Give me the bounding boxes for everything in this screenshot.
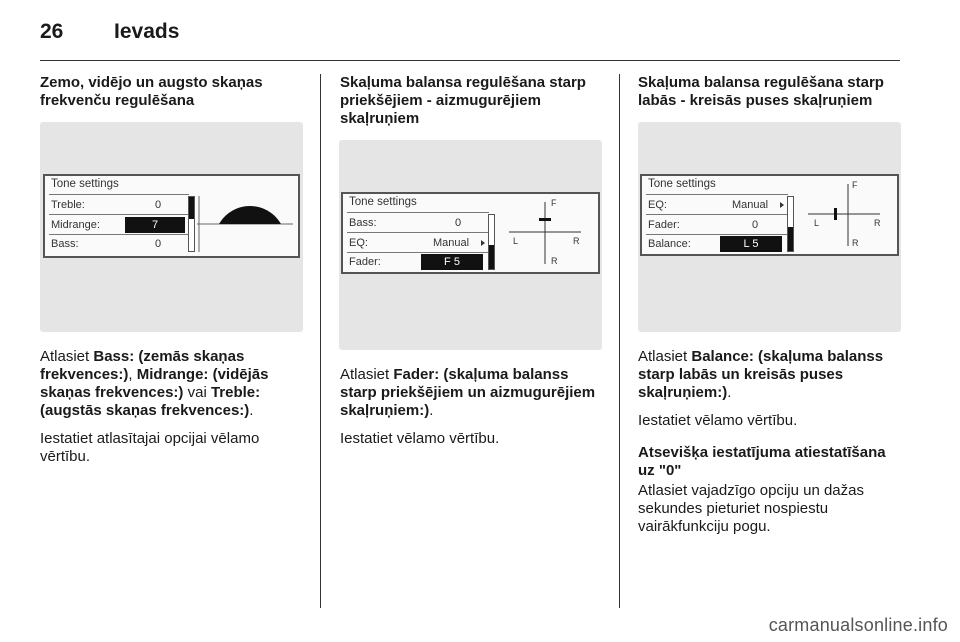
row-value: Manual <box>432 237 470 249</box>
axis-label-left: L <box>513 236 519 246</box>
instruction: Atlasiet Balance: (skaļuma balanss starp labās un kreisās puses skaļruņiem:). <box>638 348 884 401</box>
instruction: Iestatiet vēlamo vērtību. <box>340 430 500 447</box>
row-value: 0 <box>454 217 462 229</box>
section-title: Ievads <box>114 20 180 43</box>
row-value-selected: L 5 <box>720 236 782 252</box>
separator <box>49 234 189 235</box>
page-number: 26 <box>40 20 64 43</box>
scroll-thumb <box>189 197 194 219</box>
tone-settings-panel <box>341 192 600 274</box>
column-divider <box>320 74 321 608</box>
column-divider <box>619 74 620 608</box>
row-value-selected: F 5 <box>421 254 483 270</box>
tone-settings-panel <box>640 174 899 256</box>
separator <box>646 214 788 215</box>
scroll-thumb <box>489 245 494 269</box>
row-label: Treble: <box>51 199 85 211</box>
axis-label-front: F <box>551 198 557 208</box>
balance-crosshair-graphic <box>808 180 892 248</box>
column-tone-bands <box>40 74 306 110</box>
row-value: 0 <box>751 219 759 231</box>
row-label: Balance: <box>648 238 691 250</box>
column-tone-bands-text <box>40 348 306 466</box>
row-label: Bass: <box>51 238 79 250</box>
separator <box>347 212 489 213</box>
instruction: Atlasiet Fader: (skaļuma balanss starp priekšējiem un aizmugurējiem skaļruņiem:). <box>340 366 596 419</box>
subsection-heading: Zemo, vidējo un augsto skaņas frekvenču regulēšana <box>40 74 263 109</box>
row-label: EQ: <box>349 237 368 249</box>
instruction: Iestatiet vēlamo vērtību. <box>638 412 798 429</box>
column-balance-text <box>638 348 904 536</box>
arrow-right-icon <box>481 240 485 246</box>
row-value: 0 <box>154 199 162 211</box>
row-value-selected: 7 <box>125 217 185 233</box>
arrow-right-icon <box>780 202 784 208</box>
header-divider <box>40 60 900 61</box>
separator <box>49 194 189 195</box>
display-screenshot <box>40 122 303 332</box>
scroll-thumb <box>788 227 793 251</box>
display-screenshot <box>638 122 901 332</box>
axis-label-left: L <box>814 218 820 228</box>
axis-label-rear: R <box>551 256 558 266</box>
panel-title: Tone settings <box>51 178 119 190</box>
subsection-heading: Skaļuma balansa regulēšana starp labās - kreisās puses skaļruņiem <box>638 74 884 109</box>
axis-label-front: F <box>852 180 858 190</box>
eq-curve-graphic <box>197 196 293 252</box>
separator <box>646 234 788 235</box>
row-label: Midrange: <box>51 219 100 231</box>
scrollbar <box>188 196 195 252</box>
axis-label-rear: R <box>852 238 859 248</box>
subsection-heading: Atsevišķa iestatījuma atiestatīšana uz "0" <box>638 444 886 479</box>
separator <box>347 252 489 253</box>
instruction: Atlasiet Bass: (zemās skaņas frekvences:), Midrange: (vidējās skaņas frekvences:) vai Treble: (augstās skaņas frekvences:). <box>40 348 269 419</box>
row-value: 0 <box>154 238 162 250</box>
subsection-heading: Skaļuma balansa regulēšana starp priekšējiem - aizmugurējiem skaļruņiem <box>340 74 586 127</box>
row-label: EQ: <box>648 199 667 211</box>
scrollbar <box>787 196 794 252</box>
watermark: carmanualsonline.info <box>768 615 948 635</box>
row-label: Fader: <box>349 256 381 268</box>
display-screenshot <box>339 140 602 350</box>
instruction: Atlasiet vajadzīgo opciju un dažas sekundes pieturiet nospiestu vairākfunkciju pogu. <box>638 482 864 535</box>
separator <box>347 232 489 233</box>
row-label: Bass: <box>349 217 377 229</box>
scrollbar <box>488 214 495 270</box>
row-label: Fader: <box>648 219 680 231</box>
axis-label-right: R <box>874 218 881 228</box>
separator <box>49 214 189 215</box>
instruction: Iestatiet atlasītajai opcijai vēlamo vērtību. <box>40 430 260 465</box>
column-balance <box>638 74 904 110</box>
column-fader <box>340 74 606 128</box>
column-fader-text <box>340 366 606 448</box>
panel-title: Tone settings <box>648 178 716 190</box>
separator <box>646 194 788 195</box>
axis-label-right: R <box>573 236 580 246</box>
row-value: Manual <box>731 199 769 211</box>
tone-settings-panel <box>43 174 300 258</box>
panel-title: Tone settings <box>349 196 417 208</box>
page-header <box>40 16 920 62</box>
